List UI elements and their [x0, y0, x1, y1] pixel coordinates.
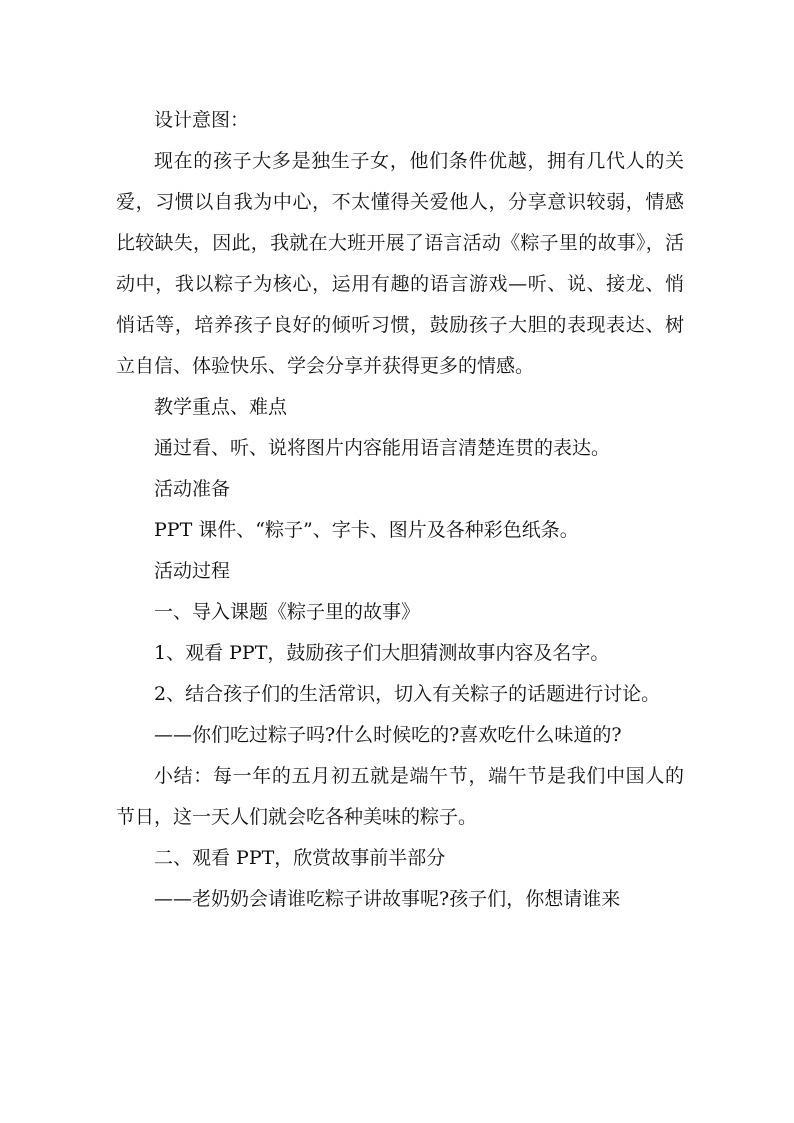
document-body	[116, 100, 684, 920]
question-line-two: ——老奶奶会请谁吃粽子讲故事呢?孩子们，你想请谁来	[154, 888, 621, 910]
heading-process: 活动过程	[154, 560, 231, 582]
step-two: 2、结合孩子们的生活常识，切入有关粽子的话题进行讨论。	[154, 683, 661, 705]
paragraph-preparation: PPT 课件、“粽子”、字卡、图片及各种彩色纸条。	[154, 519, 579, 541]
section-two-title: 二、观看 PPT，欣赏故事前半部分	[154, 847, 446, 869]
step-one: 1、观看 PPT，鼓励孩子们大胆猜测故事内容及名字。	[154, 642, 610, 664]
paragraph-key-points: 通过看、听、说将图片内容能用语言清楚连贯的表达。	[154, 437, 611, 459]
question-line: ——你们吃过粽子吗?什么时候吃的?喜欢吃什么味道的?	[154, 724, 622, 746]
heading-preparation: 活动准备	[154, 478, 231, 500]
heading-design-intent: 设计意图：	[154, 109, 250, 131]
section-one-title: 一、导入课题《粽子里的故事》	[154, 601, 421, 623]
summary-paragraph: 小结：每一年的五月初五就是端午节，端午节是我们中国人的节日，这一天人们就会吃各种美味的粽子。	[116, 765, 684, 828]
paragraph-design-intent: 现在的孩子大多是独生子女，他们条件优越，拥有几代人的关爱，习惯以自我为中心，不太懂得关爱他人，分享意识较弱，情感比较缺失，因此，我就在大班开展了语言活动《粽子里的故事》，活动中，我以粽子为核心，运用有趣的语言游戏—听、说、接龙、悄悄话等，培养孩子良好的倾听习惯，鼓励孩子大胆的表现表达、树立自信、体验快乐、学会分享并获得更多的情感。	[116, 150, 684, 377]
heading-key-points: 教学重点、难点	[154, 396, 288, 418]
